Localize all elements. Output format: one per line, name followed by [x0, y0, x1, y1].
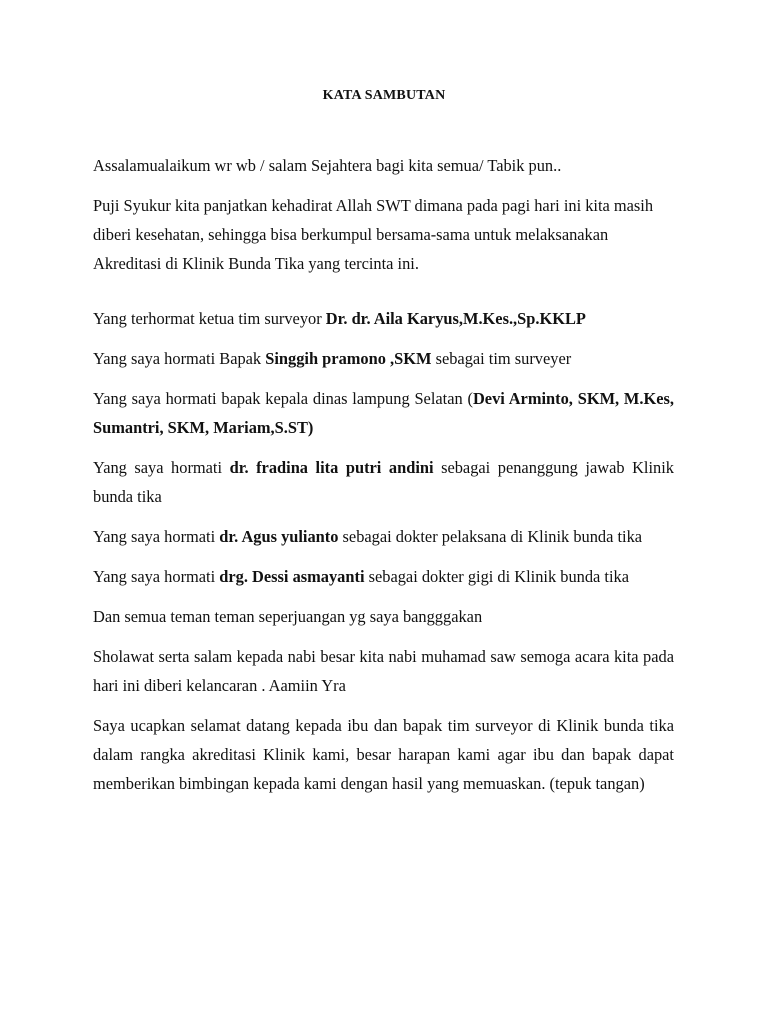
salutation-paragraph — [93, 562, 674, 591]
salutation-text: Yang saya hormati — [93, 567, 220, 586]
salutation-name: dr. fradina lita putri andini — [229, 458, 434, 477]
salutation-text: Yang saya hormati bapak kepala dinas lampung Selatan ( — [93, 389, 473, 408]
salutation-name: drg. Dessi asmayanti — [219, 567, 365, 586]
greeting-paragraph: Assalamualaikum wr wb / salam Sejahtera bagi kita semua/ Tabik pun.. — [93, 156, 562, 175]
sholawat-paragraph: Sholawat serta salam kepada nabi besar kita nabi muhamad saw semoga acara kita pada hari ini diberi kelancaran . Aamiin Yra — [93, 647, 674, 695]
salutation-paragraph — [93, 522, 674, 551]
welcome-paragraph: Saya ucapkan selamat datang kepada ibu dan bapak tim surveyor di Klinik bunda tika dalam rangka akreditasi Klinik kami, besar harapan kami agar ibu dan bapak dapat memberikan bimbingan kepada kami dengan hasil yang memuaskan. (tepuk tangan) — [93, 716, 674, 793]
salutation-text: Yang saya hormati — [93, 527, 220, 546]
friends-paragraph: Dan semua teman teman seperjuangan yg saya bangggakan — [93, 607, 483, 626]
document-title: KATA SAMBUTAN — [322, 88, 446, 103]
salutation-name: dr. Agus yulianto — [219, 527, 339, 546]
salutation-text: Yang saya hormati Bapak — [93, 349, 266, 368]
salutation-text: sebagai tim surveyer — [431, 349, 572, 368]
salutation-text: sebagai penanggung jawab Klinik bunda tika — [93, 458, 674, 506]
salutation-text: sebagai dokter gigi di Klinik bunda tika — [364, 567, 629, 586]
salutation-name: Dr. dr. Aila Karyus,M.Kes.,Sp.KKLP — [325, 309, 586, 328]
salutation-paragraph — [93, 304, 674, 333]
salutation-name: Devi Arminto, SKM, M.Kes, Sumantri, SKM, Mariam,S.ST) — [93, 389, 675, 437]
salutation-text: sebagai dokter pelaksana di Klinik bunda tika — [338, 527, 643, 546]
salutation-paragraph — [93, 384, 674, 442]
document-body — [93, 151, 674, 809]
salutation-name: Singgih pramono ,SKM — [265, 349, 432, 368]
salutation-paragraph — [93, 344, 674, 373]
opening-paragraph: Puji Syukur kita panjatkan kehadirat Allah SWT dimana pada pagi hari ini kita masih diberi kesehatan, sehingga bisa berkumpul bersama-sama untuk melaksanakan Akreditasi di Klinik Bunda Tika yang tercinta ini. — [93, 196, 654, 273]
salutation-paragraph — [93, 453, 674, 511]
salutation-text: Yang saya hormati — [93, 458, 230, 477]
salutation-text: Yang terhormat ketua tim surveyor — [93, 309, 326, 328]
